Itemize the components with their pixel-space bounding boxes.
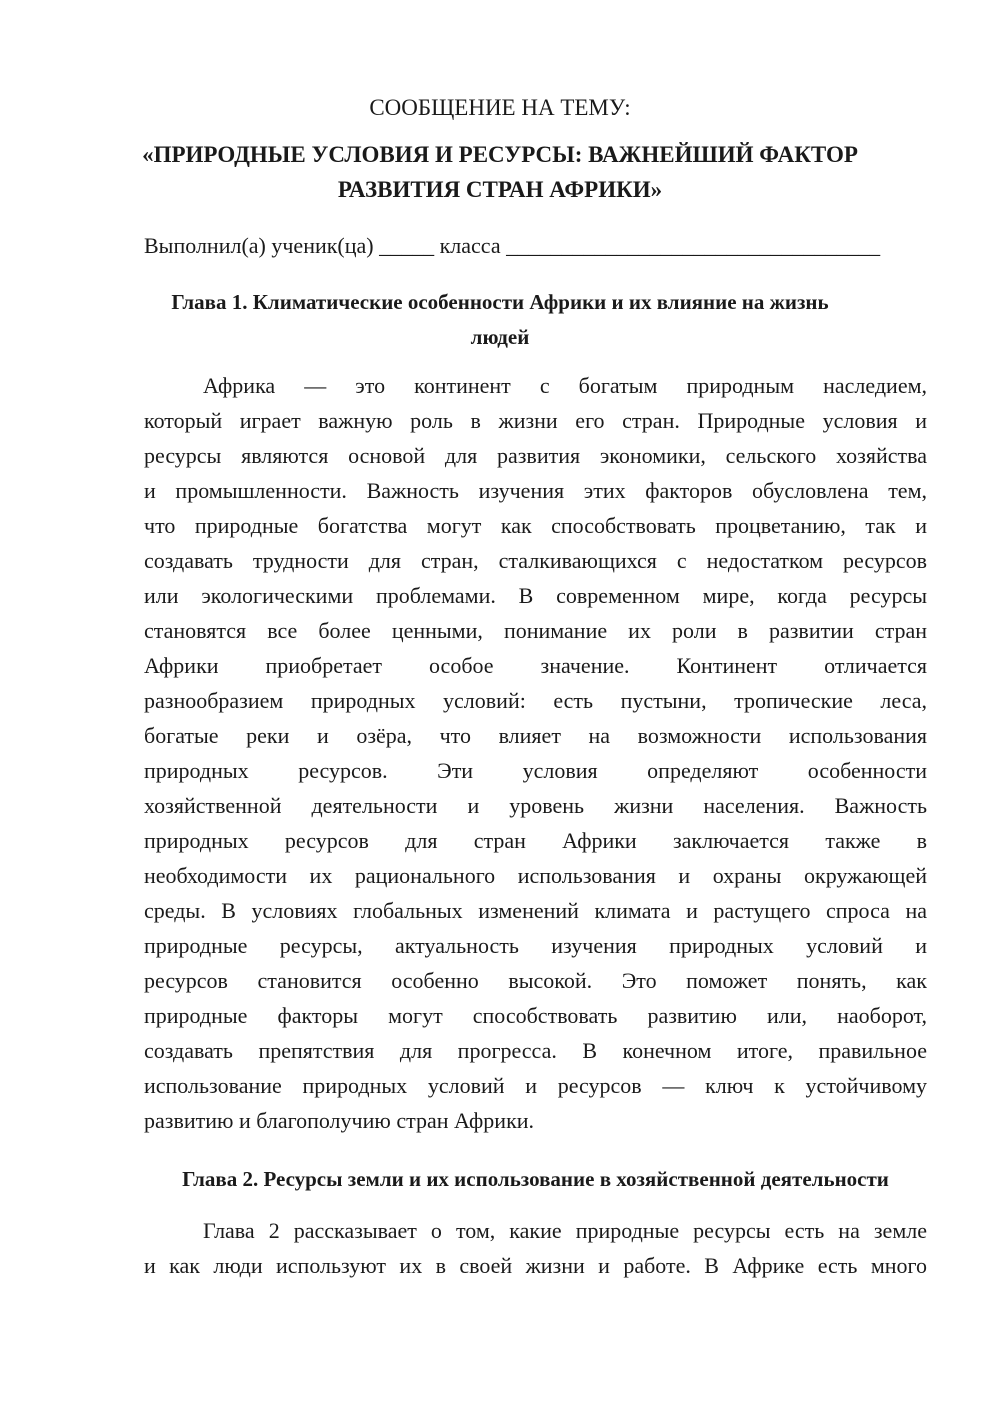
- paragraph-line: природных ресурсов для стран Африки заключается также в: [144, 828, 927, 853]
- paragraph-line: природные ресурсы, актуальность изучения природных условий и: [144, 933, 927, 958]
- title-line-2: РАЗВИТИЯ СТРАН АФРИКИ»: [337, 177, 663, 202]
- chapter1-heading-line2: людей: [470, 325, 530, 349]
- paragraph-line: природных ресурсов. Эти условия определяют особенности: [144, 758, 927, 783]
- paragraph-line: развитию и благополучию стран Африки.: [144, 1108, 535, 1133]
- topic-line: СООБЩЕНИЕ НА ТЕМУ:: [369, 95, 631, 120]
- paragraph-line: или экологическими проблемами. В современном мире, когда ресурсы: [144, 583, 927, 608]
- paragraph-line: ресурсы являются основой для развития экономики, сельского хозяйства: [144, 443, 927, 468]
- chapter2-heading: Глава 2. Ресурсы земли и их использование в хозяйственной деятельности: [182, 1167, 889, 1191]
- author-line: Выполнил(а) ученик(ца) _____ класса __________________________________: [144, 233, 881, 258]
- paragraph-line: необходимости их рационального использования и охраны окружающей: [144, 863, 927, 888]
- paragraph-line: использование природных условий и ресурсов — ключ к устойчивому: [144, 1073, 927, 1098]
- paragraph-line: что природные богатства могут как способствовать процветанию, так и: [144, 513, 927, 538]
- paragraph-line: хозяйственной деятельности и уровень жизни населения. Важность: [144, 793, 927, 818]
- paragraph-line: ресурсов становится особенно высокой. Это поможет понять, как: [144, 968, 927, 993]
- paragraph-line: Глава 2 рассказывает о том, какие природные ресурсы есть на земле: [203, 1218, 927, 1243]
- paragraph-line: создавать препятствия для прогресса. В конечном итоге, правильное: [144, 1038, 927, 1063]
- paragraph-line: природные факторы могут способствовать развитию или, наоборот,: [144, 1003, 927, 1028]
- paragraph-line: Африка — это континент с богатым природным наследием,: [203, 373, 927, 398]
- title-line-1: «ПРИРОДНЫЕ УСЛОВИЯ И РЕСУРСЫ: ВАЖНЕЙШИЙ ФАКТОР: [142, 142, 858, 167]
- paragraph-line: создавать трудности для стран, сталкивающихся с недостатком ресурсов: [144, 548, 927, 573]
- paragraph-line: который играет важную роль в жизни его стран. Природные условия и: [144, 408, 927, 433]
- chapter1-heading-line1: Глава 1. Климатические особенности Африки и их влияние на жизнь: [171, 290, 829, 314]
- paragraph-line: и промышленности. Важность изучения этих факторов обусловлена тем,: [144, 478, 927, 503]
- paragraph-line: богатые реки и озёра, что влияет на возможности использования: [144, 723, 927, 748]
- paragraph-line: разнообразием природных условий: есть пустыни, тропические леса,: [144, 688, 927, 713]
- paragraph-line: Африки приобретает особое значение. Континент отличается: [144, 653, 927, 678]
- paragraph-line: среды. В условиях глобальных изменений климата и растущего спроса на: [144, 898, 927, 923]
- paragraph-line: становятся все более ценными, понимание их роли в развитии стран: [144, 618, 927, 643]
- paragraph-line: и как люди используют их в своей жизни и работе. В Африке есть много: [144, 1253, 927, 1278]
